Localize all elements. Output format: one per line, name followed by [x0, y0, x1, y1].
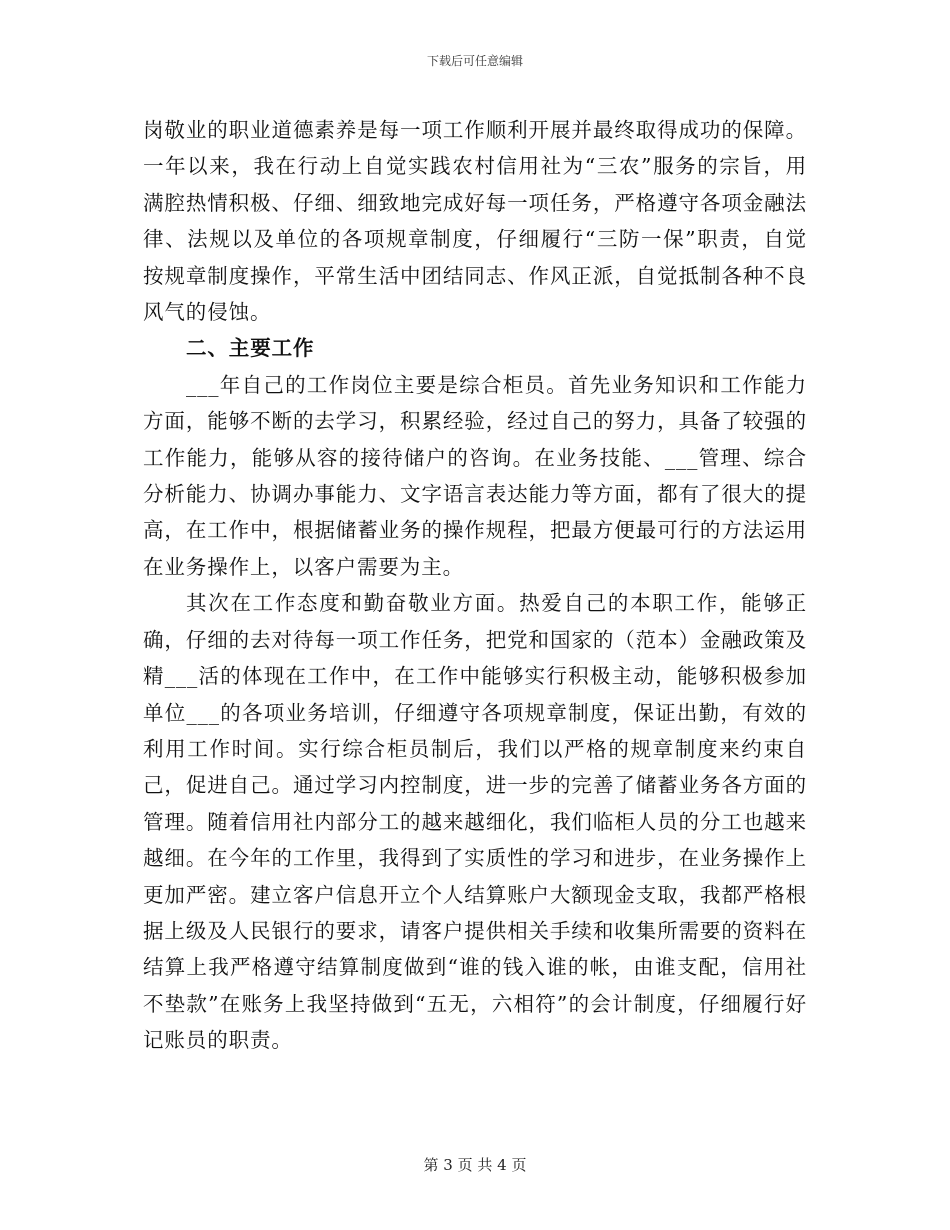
page-footer: 第 3 页 共 4 页 [423, 1156, 527, 1174]
document-body [143, 112, 807, 1059]
page-header: 下载后可任意编辑 [426, 54, 523, 68]
section-heading: 二、主要工作 [186, 336, 315, 361]
paragraph-3: 其次在工作态度和勤奋敬业方面。热爱自己的本职工作，能够正确，仔细的去对待每一项工作任务，把党和国家的（范本）金融政策及精___活的体现在工作中，在工作中能够实行积极主动，能够积极参加单位___的各项业务培训，仔细遵守各项规章制度，保证出勤，有效的利用工作时间。实行综合柜员制后，我们以严格的规章制度来约束自己，促进自己。通过学习内控制度，进一步的完善了储蓄业务各方面的管理。随着信用社内部分工的越来越细化，我们临柜人员的分工也越来越细。在今年的工作里，我得到了实质性的学习和进步，在业务操作上更加严密。建立客户信息开立个人结算账户大额现金支取，我都严格根据上级及人民银行的要求，请客户提供相关手续和收集所需要的资料在结算上我严格遵守结算制度做到“谁的钱入谁的帐，由谁支配，信用社不垫款”在账务上我坚持做到“五无，六相符”的会计制度，仔细履行好记账员的职责。 [143, 591, 807, 1053]
paragraph-2: ___年自己的工作岗位主要是综合柜员。首先业务知识和工作能力方面，能够不断的去学习，积累经验，经过自己的努力，具备了较强的工作能力，能够从容的接待储户的咨询。在业务技能、___管理、综合分析能力、协调办事能力、文字语言表达能力等方面，都有了很大的提高，在工作中，根据储蓄业务的操作规程，把最方便最可行的方法运用在业务操作上，以客户需要为主。 [143, 372, 807, 579]
paragraph-1: 岗敬业的职业道德素养是每一项工作顺利开展并最终取得成功的保障。一年以来，我在行动上自觉实践农村信用社为“三农”服务的宗旨，用满腔热情积极、仔细、细致地完成好每一项任务，严格遵守各项金融法律、法规以及单位的各项规章制度，仔细履行“三防一保”职责，自觉按规章制度操作，平常生活中团结同志、作风正派，自觉抵制各种不良风气的侵蚀。 [143, 118, 807, 325]
